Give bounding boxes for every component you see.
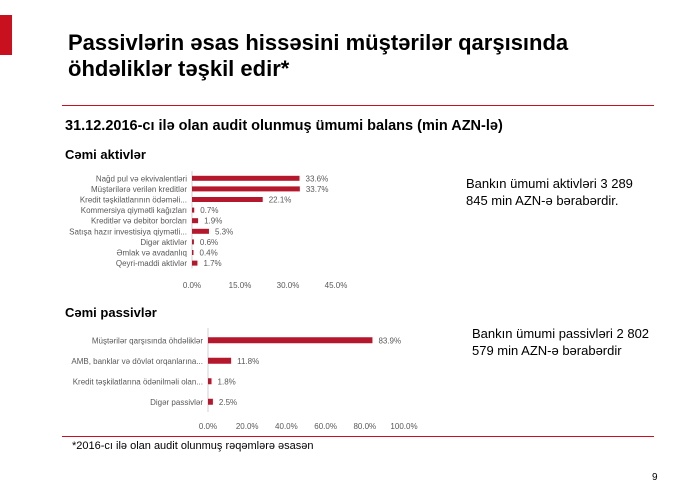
- liabilities-section-label: Cəmi passivlər: [65, 305, 157, 320]
- category-label: Satışa hazır investisiya qiymətli...: [69, 227, 187, 237]
- liabilities-note: Bankın ümumi passivləri 2 802 579 min AZN-ə bərabərdir: [472, 326, 650, 358]
- data-label: 83.9%: [378, 336, 402, 346]
- category-label: Digər aktivlər: [140, 237, 187, 247]
- x-tick-label: 45.0%: [324, 281, 348, 290]
- x-tick-label: 30.0%: [276, 281, 300, 290]
- category-label: Müştərilər qarşısında öhdəliklər: [91, 336, 203, 346]
- category-label: Əmlak və avadanlıq: [116, 248, 187, 258]
- category-label: Qeyri-maddi aktivlər: [115, 259, 187, 269]
- x-tick-label: 0.0%: [198, 422, 218, 431]
- data-label: 22.1%: [268, 195, 292, 205]
- category-label: Kredit təşkilatlarının ödəməli...: [79, 195, 187, 205]
- data-label: 1.7%: [203, 259, 222, 269]
- data-label: 5.3%: [214, 227, 234, 237]
- data-label: 2.5%: [218, 397, 238, 407]
- category-label: Müştərilərə verilən kreditlər: [90, 184, 187, 194]
- x-tick-label: 0.0%: [182, 281, 202, 290]
- data-label: 1.8%: [217, 377, 236, 387]
- x-tick-label: 40.0%: [275, 422, 298, 431]
- assets-bar-chart: [60, 168, 360, 298]
- data-label: 1.9%: [204, 216, 223, 226]
- bar: [192, 239, 194, 244]
- bar: [192, 208, 194, 213]
- page-number: 9: [652, 472, 658, 483]
- bar: [208, 337, 372, 343]
- data-label: 33.6%: [305, 174, 329, 184]
- data-label: 0.6%: [199, 237, 219, 247]
- accent-bar: [0, 15, 12, 55]
- data-label: 0.7%: [200, 206, 219, 216]
- slide-title: Passivlərin əsas hissəsini müştərilər qarşısında öhdəliklər təşkil edir*: [68, 30, 569, 81]
- x-tick-label: 60.0%: [314, 422, 337, 431]
- bar: [192, 261, 197, 266]
- data-label: 33.7%: [305, 184, 329, 194]
- bar: [192, 218, 198, 223]
- category-label: AMB, banklar və dövlət orqanlarına...: [71, 356, 203, 366]
- data-label: 11.8%: [237, 356, 260, 366]
- category-label: Kredit təşkilatlarına ödənilməli olan...: [72, 377, 203, 387]
- bar: [192, 229, 209, 234]
- bar: [208, 358, 231, 364]
- bar: [192, 197, 263, 202]
- slide-subtitle: 31.12.2016-cı ilə olan audit olunmuş ümumi balans (min AZN-lə): [65, 118, 503, 134]
- assets-section-label: Cəmi aktivlər: [65, 147, 146, 162]
- footer-divider: [62, 436, 654, 437]
- liabilities-bar-chart: [60, 325, 420, 435]
- x-tick-label: 100.0%: [390, 422, 418, 431]
- bar: [208, 399, 213, 405]
- x-tick-label: 80.0%: [353, 422, 377, 431]
- category-label: Kommersiya qiymətli kağızları: [80, 206, 187, 216]
- x-tick-label: 20.0%: [235, 422, 259, 431]
- title-divider: [62, 105, 654, 106]
- bar: [208, 378, 212, 384]
- bar: [192, 250, 194, 255]
- bar: [192, 176, 300, 181]
- bar: [192, 186, 300, 191]
- category-label: Nağd pul və ekvivalentləri: [95, 174, 187, 184]
- x-tick-label: 15.0%: [228, 281, 252, 290]
- footnote: *2016-cı ilə olan audit olunmuş rəqəmlərə əsasən: [72, 440, 314, 452]
- category-label: Digər passivlər: [150, 397, 203, 407]
- category-label: Kreditlər və debitor borcları: [90, 216, 187, 226]
- assets-note: Bankın ümumi aktivləri 3 289 845 min AZN-ə bərabərdir.: [466, 176, 633, 208]
- data-label: 0.4%: [199, 248, 218, 258]
